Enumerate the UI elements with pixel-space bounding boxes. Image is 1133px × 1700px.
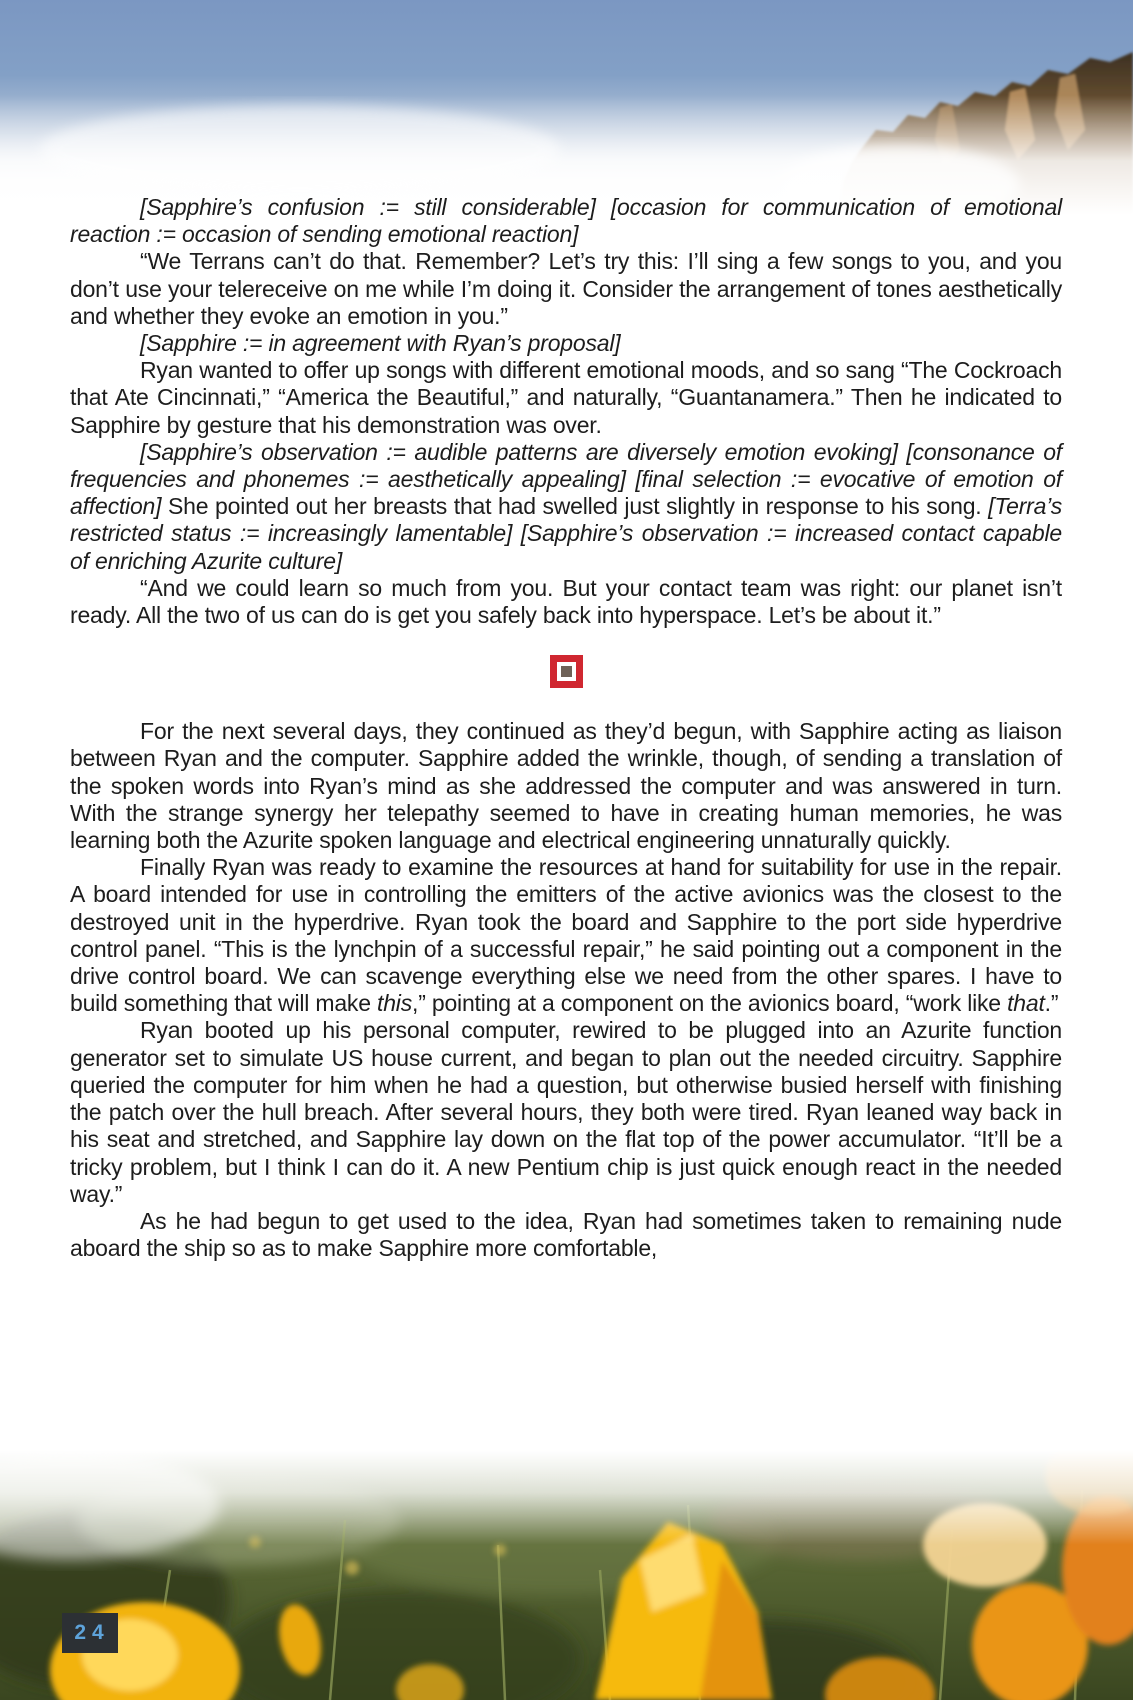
header-sky-mountain-image [0,0,1133,215]
paragraph: [Sapphire := in agreement with Ryan’s proposal] [140,330,621,357]
section-break-square-icon [550,655,583,688]
footer-poppy-meadow-image [0,1450,1133,1700]
paragraph: Ryan wanted to offer up songs with different emotional moods, and so sang “The Cockroach that Ate Cincinnati,” “America the Beautiful,” and naturally, “Guantanamera.” Then he indicated to Sapphire by gesture that his demonstration was over. [70,357,1062,438]
text-section-1 [70,194,1062,629]
paragraph: [Sapphire’s confusion := still considerable] [occasion for communication of emotional reaction := occasion of sending emotional reaction] [70,194,1062,248]
paragraph: For the next several days, they continued as they’d begun, with Sapphire acting as liaison between Ryan and the computer. Sapphire added the wrinkle, though, of sending a translation of the spoken words into Ryan’s mind as she addressed the computer and was answered in turn. With the strange synergy her telepathy seemed to have in creating human memories, he was learning both the Azurite spoken language and electrical engineering unnaturally quickly. [70,718,1062,854]
sky-mountain-illustration [0,0,1133,215]
section-divider [70,655,1062,688]
text-section-2 [70,718,1062,1262]
paragraph: Ryan booted up his personal computer, rewired to be plugged into an Azurite function generator set to simulate US house current, and began to plan out the needed circuitry. Sapphire queried the computer for him when he had a question, but otherwise busied herself with finishing the patch over the hull breach. After several hours, they both were tired. Ryan leaned way back in his seat and stretched, and Sapphire lay down on the flat top of the power accumulator. “It’ll be a tricky problem, but I think I can do it. A new Pentium chip is just quick enough react in the needed way.” [70,1017,1062,1207]
paragraph: [Sapphire’s observation := audible patterns are diversely emotion evoking] [consonance of frequencies and phonemes := aesthetically appealing] [final selection := evocative of emotion of affection] She pointed out her breasts that had swelled just slightly in response to his song. [Terra’s restricted status := increasingly lamentable] [Sapphire’s observation := increased contact capable of enriching Azurite culture] [70,438,1062,574]
paragraph: Finally Ryan was ready to examine the resources at hand for suitability for use in the repair. A board intended for use in controlling the emitters of the active avionics was the closest to the destroyed unit in the hyperdrive. Ryan took the board and Sapphire to the port side hyperdrive control panel. “This is the lynchpin of a successful repair,” he said pointing out a component in the drive control board. We can scavenge everything else we need from the other spares. I have to build something that will make this,” pointing at a component on the avionics board, “work like that.” [70,854,1062,1017]
paragraph: “And we could learn so much from you. But your contact team was right: our planet isn’t ready. All the two of us can do is get you safely back into hyperspace. Let’s be about it.” [70,574,1062,629]
page-number-badge: 24 [62,1613,118,1653]
paragraph: As he had begun to get used to the idea, Ryan had sometimes taken to remaining nude aboard the ship so as to make Sapphire more comfortable, [70,1207,1062,1262]
paragraph: “We Terrans can’t do that. Remember? Let’s try this: I’ll sing a few songs to you, and you don’t use your telereceive on me while I’m doing it. Consider the arrangement of tones aesthetically and whether they evoke an emotion in you.” [70,248,1062,329]
body-text [70,194,1062,1262]
poppy-meadow-illustration [0,1450,1133,1700]
